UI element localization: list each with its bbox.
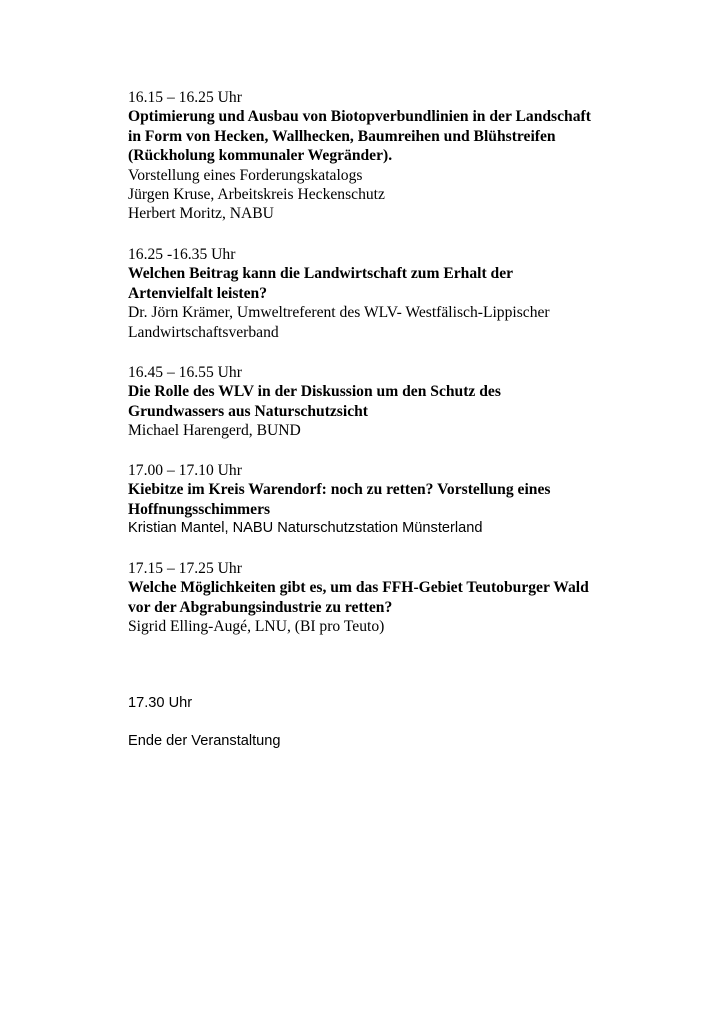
session-title-line: in Form von Hecken, Wallhecken, Baumreihen und Blühstreifen xyxy=(128,127,556,145)
session-speaker: Michael Harengerd, BUND xyxy=(128,422,301,440)
session-title-line: Welchen Beitrag kann die Landwirtschaft zum Erhalt der xyxy=(128,265,514,283)
session-title-line: (Rückholung kommunaler Wegränder). xyxy=(128,147,393,165)
agenda-session-2 xyxy=(128,245,688,342)
session-title-line: vor der Abgrabungsindustrie zu retten? xyxy=(128,598,393,616)
closing-text: Ende der Veranstaltung xyxy=(128,733,281,749)
closing-time-block xyxy=(128,694,688,713)
agenda-session-3 xyxy=(128,363,688,441)
agenda-session-4 xyxy=(128,461,688,539)
session-speaker: Sigrid Elling-Augé, LNU, (BI pro Teuto) xyxy=(128,618,385,636)
session-speaker: Dr. Jörn Krämer, Umweltreferent des WLV- Westfälisch-Lippischer xyxy=(128,304,550,322)
session-time: 16.45 – 16.55 Uhr xyxy=(128,364,242,381)
agenda-session-5 xyxy=(128,559,688,637)
session-time: 16.15 – 16.25 Uhr xyxy=(128,89,242,106)
closing-time: 17.30 Uhr xyxy=(128,695,193,711)
session-time: 17.15 – 17.25 Uhr xyxy=(128,560,242,577)
session-time: 17.00 – 17.10 Uhr xyxy=(128,462,242,479)
session-title-line: Hoffnungsschimmers xyxy=(128,500,271,518)
session-title-line: Artenvielfalt leisten? xyxy=(128,284,268,302)
session-speaker: Landwirtschaftsverband xyxy=(128,323,279,341)
session-title-line: Grundwassers aus Naturschutzsicht xyxy=(128,402,368,420)
session-detail-line: Vorstellung eines Forderungskatalogs xyxy=(128,166,363,184)
session-speaker: Kristian Mantel, NABU Naturschutzstation Münsterland xyxy=(128,520,483,537)
session-speaker: Jürgen Kruse, Arbeitskreis Heckenschutz xyxy=(128,186,385,204)
session-speaker: Herbert Moritz, NABU xyxy=(128,205,274,223)
session-title-line: Kiebitze im Kreis Warendorf: noch zu retten? Vorstellung eines xyxy=(128,481,551,499)
session-title-line: Optimierung und Ausbau von Biotopverbundlinien in der Landschaft xyxy=(128,108,591,126)
session-title-line: Die Rolle des WLV in der Diskussion um den Schutz des xyxy=(128,383,501,401)
agenda-session-1 xyxy=(128,88,688,224)
closing-text-block xyxy=(128,732,688,751)
session-time: 16.25 -16.35 Uhr xyxy=(128,246,236,263)
session-title-line: Welche Möglichkeiten gibt es, um das FFH-Gebiet Teutoburger Wald xyxy=(128,579,589,597)
